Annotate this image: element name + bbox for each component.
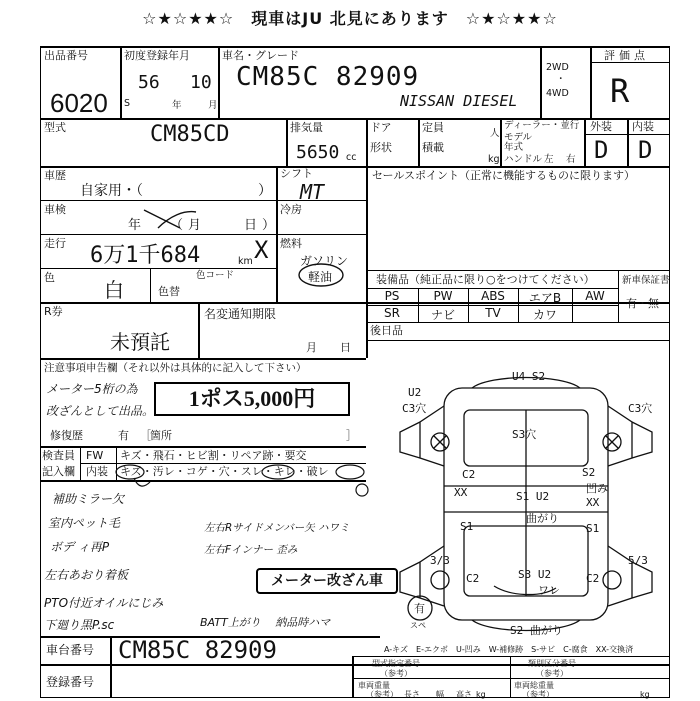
name-change-month: 月 xyxy=(306,341,317,354)
diag-c2-c: C2 xyxy=(586,572,600,585)
diag-s2-a: S2 xyxy=(582,466,596,479)
handle-left: 左 xyxy=(544,154,554,165)
displacement-value: 5650 xyxy=(296,142,340,163)
ref-label1: 型式指定番号 xyxy=(372,659,420,668)
capacity-unit: 人 xyxy=(490,128,500,139)
car-name-sub: NISSAN DIESEL xyxy=(400,92,518,110)
ref-label3: 車両重量 xyxy=(358,681,390,690)
ref-sub2: （参考） xyxy=(536,669,568,678)
fuel-gasoline: ガソリン xyxy=(300,254,349,268)
notes-label: 注意事項申告欄（それ以外は具体的に記入して下さい） xyxy=(44,362,307,374)
diag-s1u2: S1 U2 xyxy=(516,490,550,503)
diag-s3u2: S3 U2 xyxy=(518,568,552,581)
damage-legend: A-キズ E-エクボ U-凹み W-補修跡 S-サビ C-腐食 XX-交換済 xyxy=(384,645,634,654)
shape-label: 形状 xyxy=(370,141,392,154)
first-reg-year: 56 xyxy=(138,72,160,93)
diag-c3-left: C3穴 xyxy=(402,402,427,415)
diag-u2: U2 xyxy=(408,386,422,399)
rating-value: R xyxy=(610,72,630,110)
diag-33: 3/3 xyxy=(430,554,450,567)
inspection-strike xyxy=(140,206,200,232)
equip-sr: SR xyxy=(384,306,400,320)
mileage-value: 6万1千684 xyxy=(90,243,201,268)
lot-number: 6020 xyxy=(50,88,108,118)
ref-sub4: （参考） xyxy=(522,690,554,699)
color-value: 白 xyxy=(104,278,124,302)
notes-stamp: 1ポス5,000円 xyxy=(154,382,350,416)
mileage-label: 走行 xyxy=(44,237,66,250)
comment-5: 下廻り黒P.sc xyxy=(44,618,115,632)
drive-4wd: 4WD xyxy=(546,88,569,99)
history-value: 自家用・（ xyxy=(80,183,143,199)
diag-dent: 凹み xyxy=(586,482,608,495)
car-name-value: CM85C 82909 xyxy=(236,62,420,92)
lot-label: 出品番号 xyxy=(44,49,88,62)
dealer-label: ディーラー・並行 xyxy=(504,120,580,131)
color-label: 色 xyxy=(44,271,55,284)
chassis-label: 車台番号 xyxy=(46,643,95,657)
fuel-label: 燃料 xyxy=(280,237,302,250)
cooler-label: 冷房 xyxy=(280,203,302,216)
equip-abs: ABS xyxy=(481,289,505,303)
recycle-value: 未預託 xyxy=(110,330,170,354)
equip-ps: PS xyxy=(384,289,400,303)
name-change-day: 日 xyxy=(340,341,351,354)
door-label: ドア xyxy=(370,121,392,134)
chassis-value: CM85C 82909 xyxy=(118,636,277,664)
recycle-label: R券 xyxy=(44,305,63,318)
repair-open: ［ xyxy=(140,429,151,442)
comment-right-1: 左右Fインナー 歪み xyxy=(204,544,298,556)
first-reg-year-unit: 年 xyxy=(172,100,182,111)
diag-s1-b: S1 xyxy=(586,522,600,535)
diag-u4s2: U4 S2 xyxy=(512,370,546,383)
diag-c2-b: C2 xyxy=(466,572,480,585)
equip-pw: PW xyxy=(433,289,453,303)
equip-leather: カワ xyxy=(532,308,557,322)
comment-right-2: BATT上がり 納品時ハマ xyxy=(200,616,331,629)
ref-height: 高さ xyxy=(456,690,472,699)
vehicle-diagram xyxy=(380,366,670,640)
displacement-unit: cc xyxy=(346,152,357,163)
notes-line2: 改ざんとして出品。 xyxy=(46,404,155,418)
capacity-label: 定員 xyxy=(422,121,444,134)
color-code-label: 色コード xyxy=(196,270,235,281)
comment-4: PTO付近オイルにじみ xyxy=(44,596,164,610)
meter-stamp: メーター改ざん車 xyxy=(256,568,398,594)
mileage-unit: km xyxy=(238,256,253,267)
inspection-label: 車検 xyxy=(44,203,66,216)
ref-sub3: （参考） xyxy=(366,690,398,699)
warranty-label: 新車保証書 xyxy=(622,275,670,286)
diag-xx-b: XX xyxy=(586,496,600,509)
inspection-year: 年 xyxy=(128,218,142,233)
model-year-label2: 年式 xyxy=(504,142,524,153)
shift-value: MT xyxy=(300,180,325,204)
comment-2: ボデ ィ再P xyxy=(50,540,110,554)
repair-close: ］ xyxy=(346,429,357,442)
first-reg-s: S xyxy=(124,98,131,109)
equip-navi: ナビ xyxy=(430,308,455,322)
comment-right-0: 左右Rサイドメンバー矢 ハワミ xyxy=(204,522,350,534)
rating-label: 評価点 xyxy=(604,49,649,62)
sales-point-label: セールスポイント（正常に機能するものに限ります） xyxy=(372,169,636,182)
handle-label: ハンドル xyxy=(504,154,543,165)
inspection-close: ） xyxy=(262,218,276,233)
inspect-fw-label: FW xyxy=(86,449,104,462)
diag-crack: ワレ xyxy=(538,584,560,597)
fuel-diesel-circle xyxy=(296,262,346,288)
drive-2wd: 2WD xyxy=(546,62,569,73)
handle-right: 右 xyxy=(566,154,576,165)
equip-aw: AW xyxy=(585,289,605,303)
drive-dot: ・ xyxy=(556,74,566,85)
diag-c2-a: C2 xyxy=(462,468,476,481)
model-label: 型式 xyxy=(44,121,66,134)
shift-label: シフト xyxy=(280,167,313,180)
ref-sub1: （参考） xyxy=(380,669,412,678)
fuel-diesel: 軽油 xyxy=(308,270,333,284)
ref-width: 幅 xyxy=(436,690,444,699)
diag-c3-right: C3穴 xyxy=(628,402,653,415)
model-value: CM85CD xyxy=(150,122,230,147)
history-label: 車歴 xyxy=(44,169,66,182)
load-label: 積載 xyxy=(422,141,444,154)
history-close: ） xyxy=(258,183,272,199)
exterior-label: 外装 xyxy=(590,120,612,133)
load-unit: kg xyxy=(488,154,500,165)
first-reg-month: 10 xyxy=(190,72,212,93)
diag-53: 5/3 xyxy=(628,554,648,567)
rear-seat-label: 後日品 xyxy=(370,324,403,337)
repair-label: 修復歴 xyxy=(50,429,83,442)
ref-label4: 車両総重量 xyxy=(514,681,554,690)
comment-1: 室内ペット毛 xyxy=(48,516,121,530)
diag-yes: 有 xyxy=(414,602,425,615)
inspect-in-text: キズ・汚レ・コゲ・穴・スレ・キレ・破レ xyxy=(120,465,329,478)
inspect-in-label: 内装 xyxy=(86,465,108,478)
ref-length: 長さ xyxy=(404,690,420,699)
car-name-label: 車名・グレード xyxy=(222,49,299,62)
diag-s3: S3穴 xyxy=(512,428,537,441)
exterior-value: D xyxy=(594,136,609,164)
equip-airbag: エアB xyxy=(528,291,562,305)
repair-yes: 有 xyxy=(118,429,129,442)
ref-unit4: kg xyxy=(640,690,650,699)
inspect-fw-text: キズ・飛石・ヒビ割・リペア跡・要交 xyxy=(120,449,307,462)
diag-bent: 曲がり xyxy=(526,512,559,525)
interior-label: 内装 xyxy=(632,120,654,133)
ref-label2: 類別区分番号 xyxy=(528,659,576,668)
diag-xx-a: XX xyxy=(454,486,468,499)
model-year-label1: モデル xyxy=(504,132,533,143)
equipment-label: 装備品（純正品に限り○をつけてください） xyxy=(376,273,595,286)
inspector-label1: 検査員 xyxy=(42,449,75,462)
first-reg-label: 初度登録年月 xyxy=(124,49,190,62)
comment-3: 左右あおり着板 xyxy=(44,568,129,582)
plate-label: 登録番号 xyxy=(46,675,95,689)
color-change-label: 色替 xyxy=(158,285,180,298)
name-change-label: 名変通知期限 xyxy=(204,307,277,321)
equip-tv: TV xyxy=(485,306,501,320)
mileage-mark: X xyxy=(254,236,269,264)
ref-unit3: kg xyxy=(476,690,486,699)
displacement-label: 排気量 xyxy=(290,121,323,134)
comment-0: 補助ミラー欠 xyxy=(52,492,125,506)
inspection-month: 月 xyxy=(188,218,202,233)
inspector-label2: 記入欄 xyxy=(42,465,75,478)
interior-value: D xyxy=(638,136,653,164)
notes-line1: メーター5桁の為 xyxy=(46,382,138,396)
diag-s1-a: S1 xyxy=(460,520,474,533)
inspection-day: 日 xyxy=(244,218,258,233)
first-reg-month-unit: 月 xyxy=(208,100,218,111)
repair-part: 箇所 xyxy=(150,429,172,442)
inspector-marks xyxy=(112,462,372,498)
diag-s2-bent: S2 曲がり xyxy=(510,624,563,637)
diag-spare: スペ xyxy=(410,621,426,630)
warranty-value: 有・無 xyxy=(626,297,659,310)
header-title: ☆★☆★★☆ 現車はJU 北見にあります ☆★☆★★☆ xyxy=(142,9,558,28)
inspection-open: （ xyxy=(170,218,184,233)
